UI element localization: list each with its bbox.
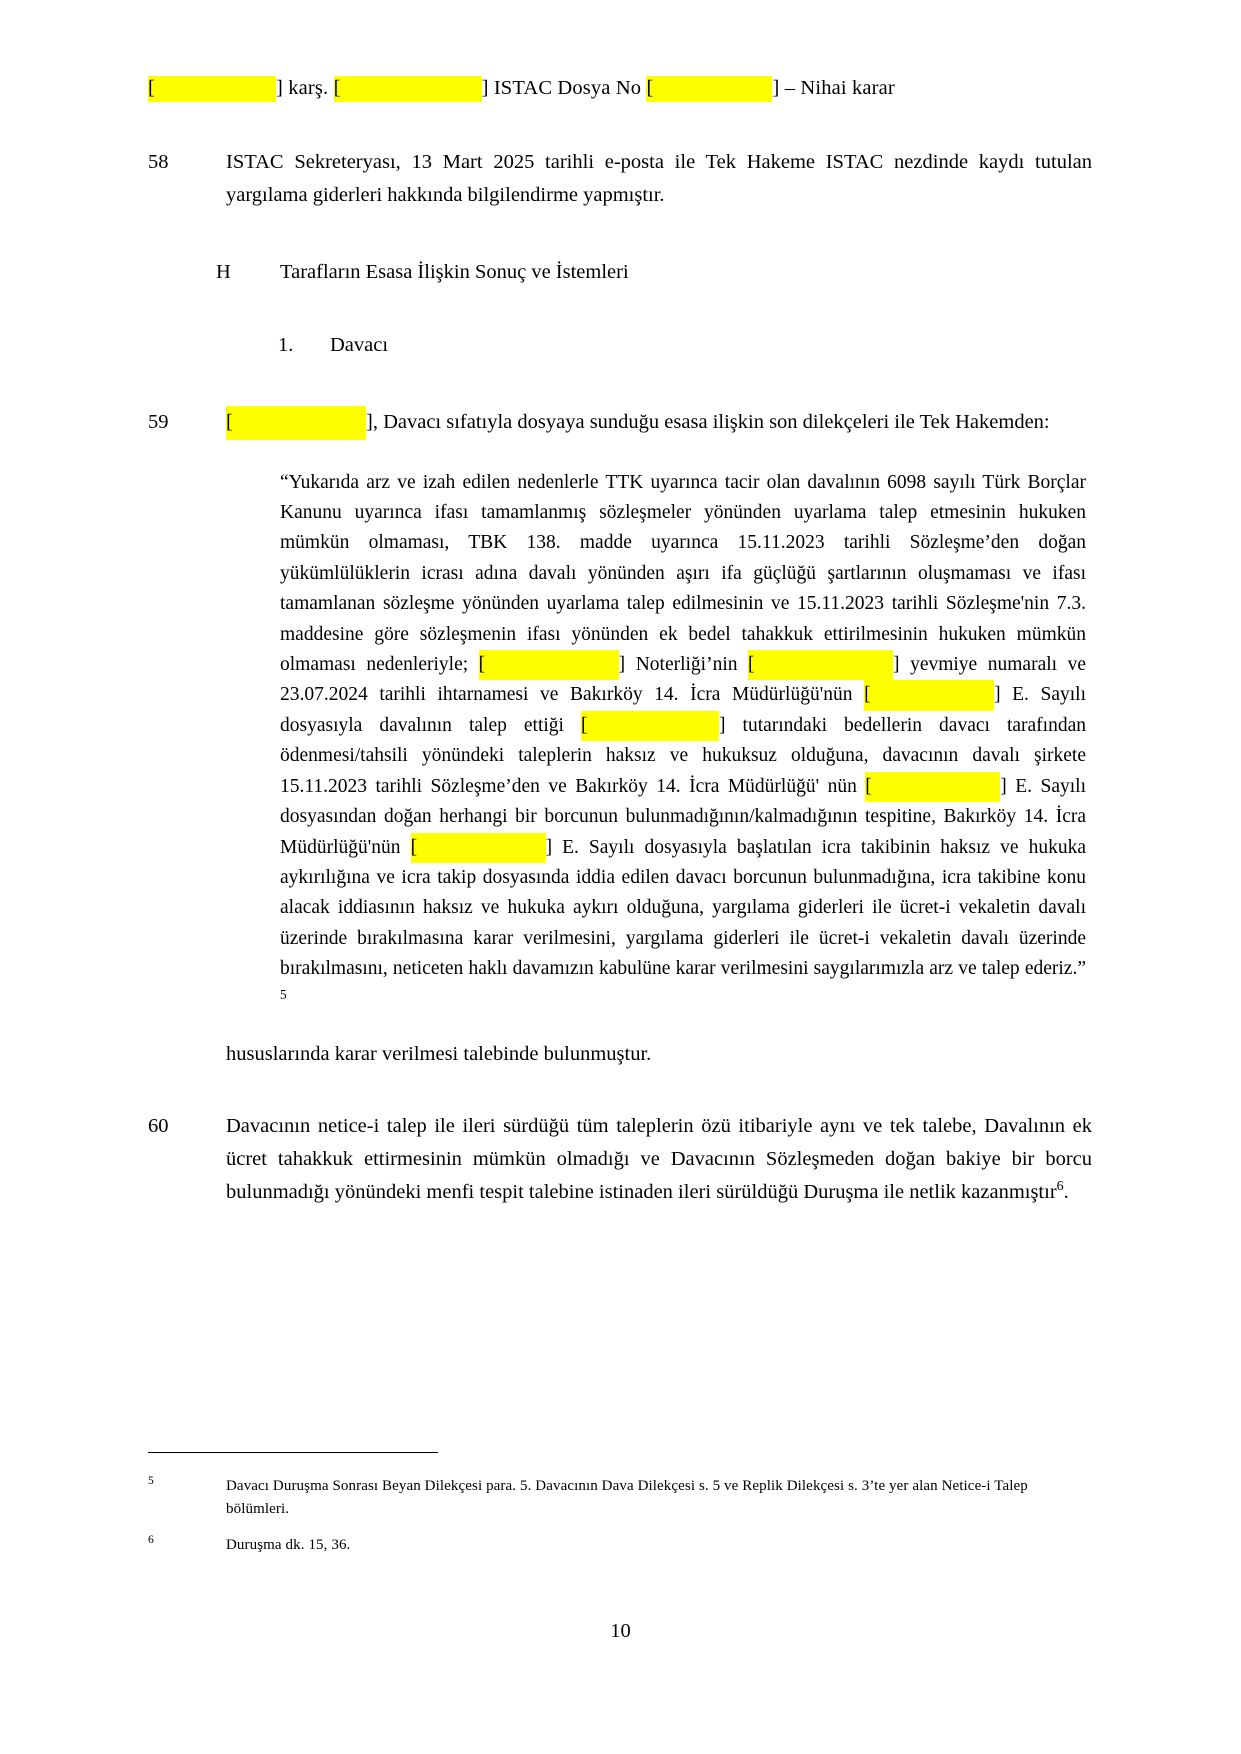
quote-segment-2: ] Noterliği’nin xyxy=(618,654,749,676)
paragraph-59-number: 59 xyxy=(148,411,169,434)
block-quote-claimant-prayer xyxy=(280,468,1086,1017)
heading-h xyxy=(148,256,1092,289)
heading-1-number: 1. xyxy=(278,334,294,357)
header-text-nihai-karar: ] – Nihai karar xyxy=(772,77,895,99)
header-text-karsi: ] karş. xyxy=(276,77,334,99)
heading-h-letter: H xyxy=(216,261,231,284)
paragraph-58 xyxy=(148,146,1092,212)
quote-segment-6: ] E. Sayılı dosyasından doğan herhangi bir borcunun bulunmadığının/kalmadığının tespitine, Bakırköy 14. İcra Müdürlüğü'nün xyxy=(280,775,1086,858)
bracket-open: [ xyxy=(581,714,588,736)
redaction-claimant-name xyxy=(226,406,366,439)
redaction-notary-number xyxy=(748,650,893,680)
paragraph-59 xyxy=(148,406,1092,439)
paragraph-60-number: 60 xyxy=(148,1114,169,1137)
footnote-6 xyxy=(148,1534,1092,1557)
redaction-file-no-1 xyxy=(864,680,994,710)
footnote-5-text: Davacı Duruşma Sonrası Beyan Dilekçesi para. 5. Davacının Dava Dilekçesi s. 5 ve Replik Dilekçesi s. 3’te yer alan Netice-i Talep bölümleri. xyxy=(226,1478,1028,1517)
paragraph-60-text: Davacının netice-i talep ile ileri sürdüğü tüm taleplerin özü itibariyle aynı ve tek talebe, Davalının ek ücret tahakkuk ettirmesinin mümkün olmadığı ve Davacının Sözleşmeden doğan bakiye bir borcu bulunmadığı yönündeki menfi tespit talebine istinaden ileri sürüldüğü Duruşma ile netlik kazanmıştır xyxy=(226,1114,1092,1204)
redaction-file-no-2 xyxy=(865,772,1000,802)
quote-segment-1: “Yukarıda arz ve izah edilen nedenlerle TTK uyarınca tacir olan davalının 6098 sayılı Türk Borçlar Kanunu uyarınca ifası tamamlanmış sözleşmeler yönünden uyarlama talep etmesinin hukuken mümkün olmaması, TBK 138. madde uyarınca 15.11.2023 tarihli Sözleşme’den doğan yükümlülüklerin icrası adına davalı yönünden aşırı ifa güçlüğü şartlarının oluşmaması ve ifası tamamlanan sözleşme yönünden uyarlama talep edilmesinin ve 15.11.2023 tarihli Sözleşme'nin 7.3. maddesine göre sözleşmenin ifası yönünden ek bedel tahakkuk ettirilmesinin hukuken mümkün olmaması nedenleriyle; xyxy=(280,471,1086,676)
paragraph-58-text: ISTAC Sekreteryası, 13 Mart 2025 tarihli e-posta ile Tek Hakeme ISTAC nezdinde kaydı tutulan yargılama giderleri hakkında bilgilendirme yapmıştır. xyxy=(226,150,1092,206)
paragraph-60 xyxy=(148,1110,1092,1210)
bracket-open: [ xyxy=(226,411,233,434)
heading-h-title: Tarafların Esasa İlişkin Sonuç ve İstemleri xyxy=(280,261,629,284)
bracket-open: [ xyxy=(865,775,872,797)
paragraph-59-text: ], Davacı sıfatıyla dosyaya sunduğu esasa ilişkin son dilekçeleri ile Tek Hakemden: xyxy=(366,411,1050,434)
quote-segment-4: ] E. Sayılı dosyasıyla davalının talep ettiği xyxy=(280,684,1086,736)
redaction-amount xyxy=(581,711,719,741)
footnote-area xyxy=(148,1452,1092,1571)
redaction-file-no-3 xyxy=(411,833,546,863)
redaction-header-claimant xyxy=(148,76,276,102)
bracket-open: [ xyxy=(748,654,755,676)
heading-1-davaci xyxy=(148,329,1092,362)
footnote-separator-rule xyxy=(148,1452,438,1453)
bracket-open: [ xyxy=(864,684,871,706)
bracket-open: [ xyxy=(148,77,155,99)
redaction-notary-name xyxy=(479,650,619,680)
bracket-open: [ xyxy=(333,77,341,99)
quote-segment-3: ] yevmiye numaralı ve 23.07.2024 tarihli ihtarnamesi ve Bakırköy 14. İcra Müdürlüğü'nün xyxy=(280,654,1086,706)
quote-segment-5: ] tutarındaki bedellerin davacı tarafından ödenmesi/tahsili yönündeki taleplerin haksız ve hukuksuz olduğuna, davacının davalı şirkete 15.11.2023 tarihli Sözleşme’den ve Bakırköy 14. İcra Müdürlüğü' nün xyxy=(280,714,1086,797)
footnote-ref-5[interactable]: 5 xyxy=(280,986,287,1002)
header-text-istac-dosya-no: ] ISTAC Dosya No xyxy=(481,77,647,99)
bracket-open: [ xyxy=(410,836,418,858)
quote-segment-7: ] E. Sayılı dosyasıyla başlatılan icra takibinin haksız ve hukuka aykırılığına ve icra takip dosyasında iddia edilen davacı borcunun bulunmadığına, icra takibine konu alacak iddiasının haksız ve hukuka aykırı olduğuna, yargılama giderleri ile ücret-i vekaletin davalı üzerinde bırakılmasına karar verilmesini, yargılama giderleri ile ücret-i vekaletin davalı üzerinde bırakılmasını, neticeten haklı davamızın kabulüne karar verilmesini saygılarımızla arz ve talep ederiz.” xyxy=(280,836,1086,980)
page-content xyxy=(148,0,1092,1209)
page-number: 10 xyxy=(610,1620,631,1642)
footnote-ref-6[interactable]: 6 xyxy=(1056,1179,1064,1195)
redaction-header-case-no xyxy=(646,76,772,102)
heading-1-title: Davacı xyxy=(330,334,389,357)
redaction-header-respondent xyxy=(334,76,482,102)
footnote-5 xyxy=(148,1475,1092,1520)
paragraph-58-number: 58 xyxy=(148,150,169,173)
paragraph-60-text-end: . xyxy=(1063,1181,1069,1204)
document-header xyxy=(148,76,1092,102)
footnote-6-mark: 6 xyxy=(148,1534,154,1546)
bracket-open: [ xyxy=(478,654,486,676)
footnote-6-text: Duruşma dk. 15, 36. xyxy=(226,1537,351,1553)
bracket-open: [ xyxy=(646,77,654,99)
after-quote-text: hususlarında karar verilmesi talebinde bulunmuştur. xyxy=(226,1043,652,1066)
footnote-5-mark: 5 xyxy=(148,1475,154,1487)
